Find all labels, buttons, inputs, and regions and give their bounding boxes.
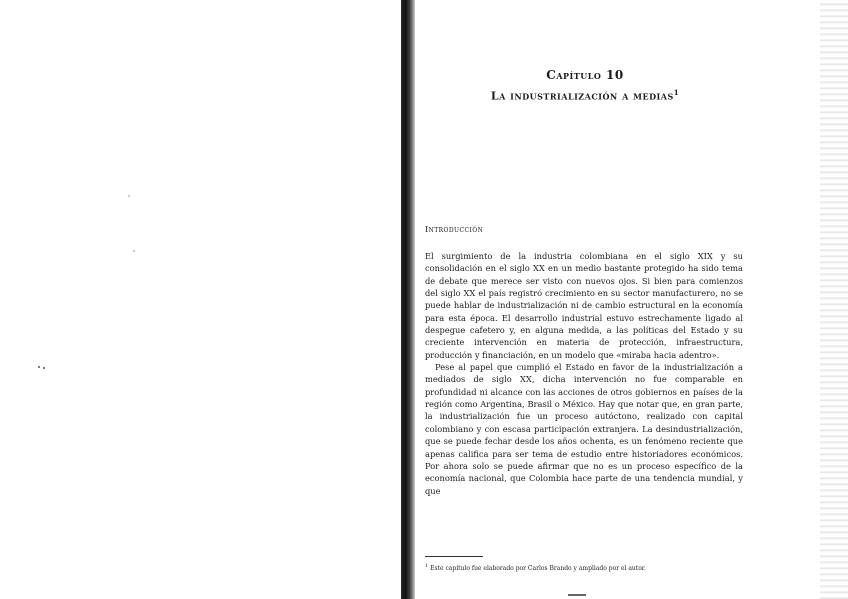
footnote bbox=[425, 562, 646, 573]
scan-speck bbox=[128, 195, 130, 197]
chapter-title-text: La industrialización a medias bbox=[490, 89, 674, 103]
page-number-mark bbox=[568, 594, 586, 596]
footnote-rule bbox=[425, 556, 483, 557]
chapter-title bbox=[430, 84, 740, 106]
chapter-label: Capítulo 10 bbox=[546, 68, 624, 82]
paragraph: El surgimiento de la industria colombiana en el siglo XIX y su consolidación en el siglo XX en un medio bastante protegido ha sido tema de debate que merece ser visto con nuevos ojos. Si bien para comienzos del siglo XX el país registró crecimiento en su sector manufacturero, no se puede hablar de industrialización ni de cambio estructural en la economía para esta época. El desarrollo industrial estuvo estrechamente ligado al despegue cafetero y, en alguna medida, a las políticas del Estado y su creciente intervención en materia de protección, infraestructura, producción y financiación, en un modelo que «miraba hacia adentro». bbox=[425, 251, 743, 360]
section-heading: Introducción bbox=[425, 225, 484, 234]
footnote-text: Este capítulo fue elaborado por Carlos Brando y ampliado por el autor. bbox=[430, 565, 646, 572]
chapter-note-marker: 1 bbox=[673, 88, 680, 97]
scan-speck bbox=[133, 250, 135, 252]
page-edge bbox=[820, 0, 848, 599]
scan-speck bbox=[43, 367, 45, 369]
book-spine bbox=[401, 0, 415, 599]
body-text bbox=[425, 250, 743, 497]
paragraph: Pese al papel que cumplió el Estado en favor de la industrialización a mediados de siglo XX, dicha intervención no fue comparable en profundidad ni alcance con las acciones de otros gobiernos en países de la región como Argentina, Brasil o México. Hay que notar que, en gran parte, la industrialización fue un proceso autóctono, realizado con capital colombiano y con escasa participación extranjera. La desindustrialización, que se puede fechar desde los años ochenta, es un fenómeno reciente que apenas califica para ser tema de estudio entre historiadores económicos. Por ahora solo se puede afirmar que no es un proceso específico de la economía nacional, que Colombia hace parte de una tendencia mundial, y que bbox=[425, 362, 743, 496]
chapter-heading bbox=[430, 66, 740, 106]
footnote-marker: 1 bbox=[425, 563, 429, 569]
scan-speck bbox=[38, 366, 40, 368]
